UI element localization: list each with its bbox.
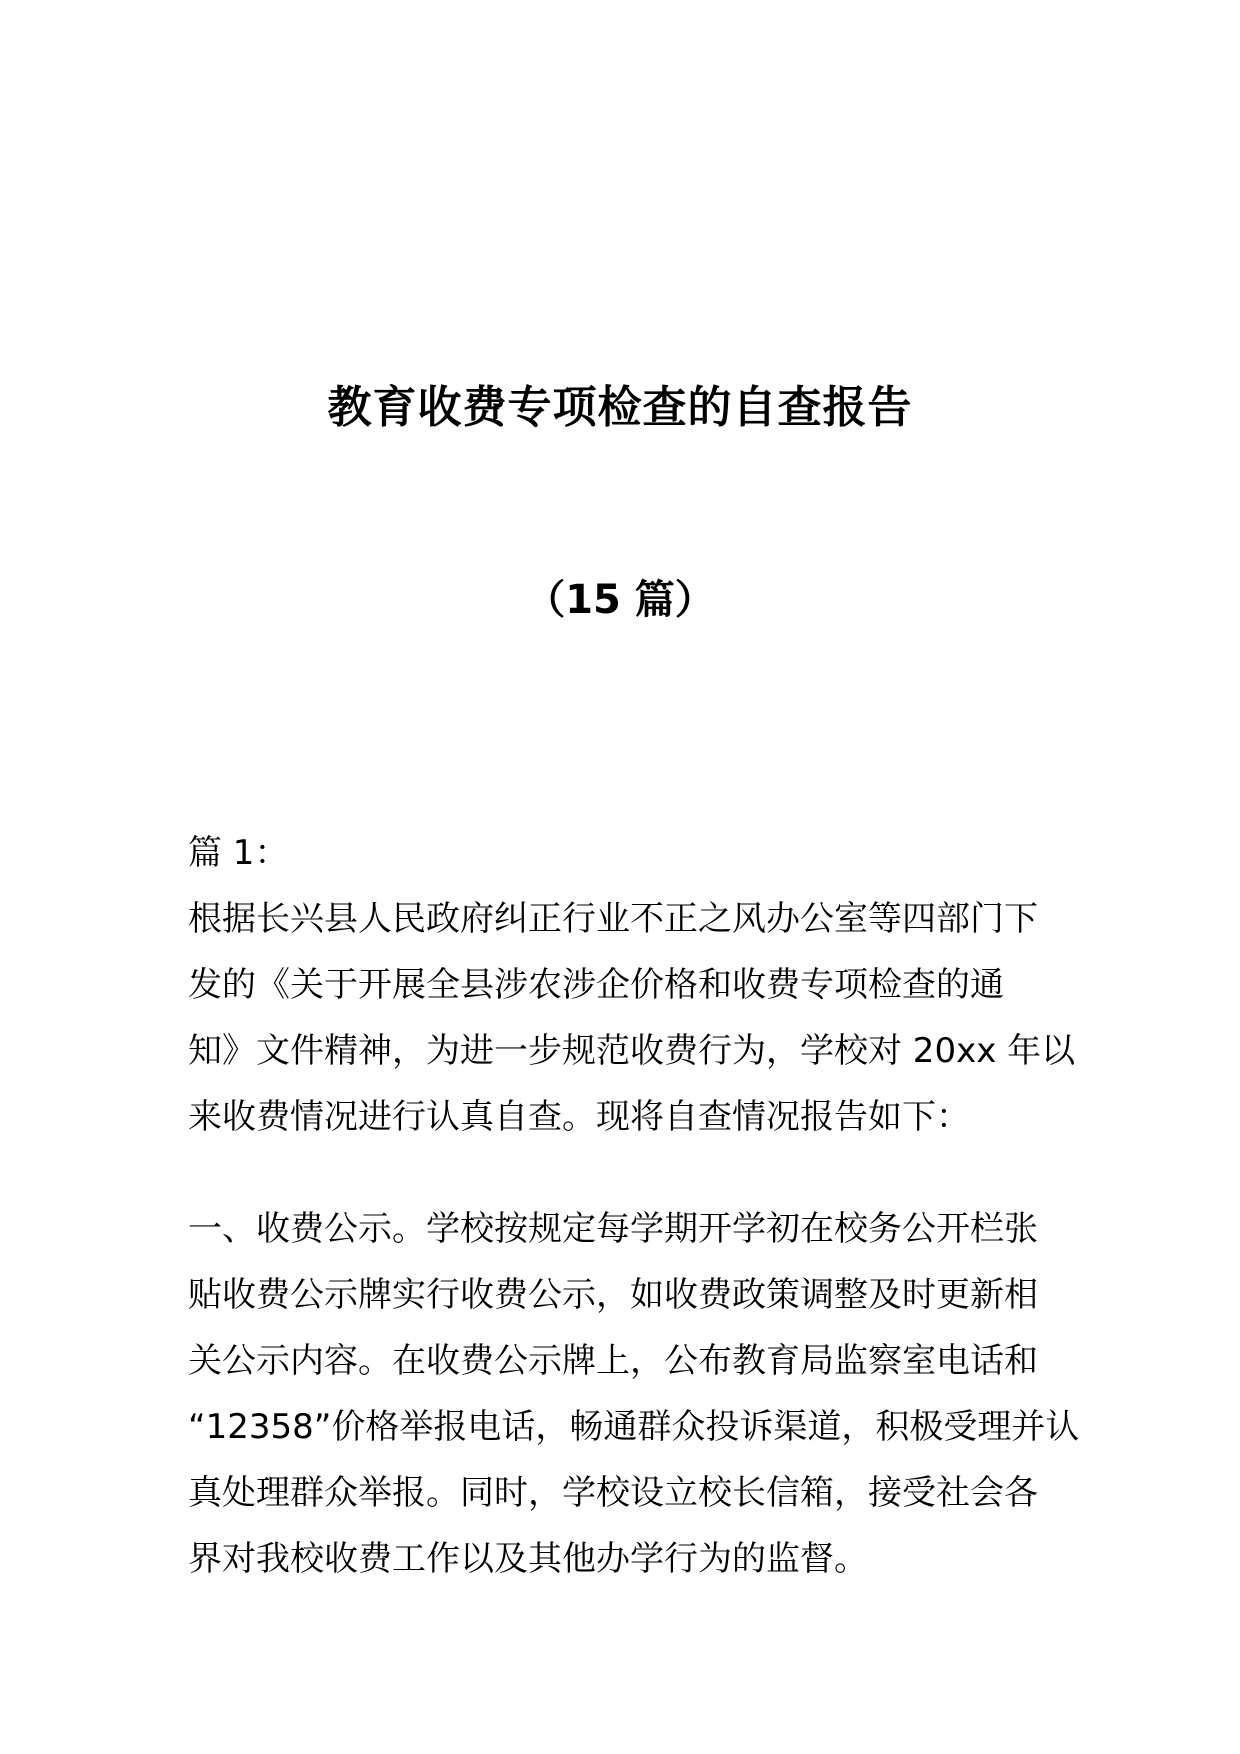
paragraph-line: 真处理群众举报。同时，学校设立校长信箱，接受社会各 — [188, 1473, 1038, 1513]
paragraph-fee-disclosure — [188, 1196, 1080, 1592]
paragraph-line: “12358”价格举报电话，畅通群众投诉渠道，积极受理并认 — [188, 1407, 1080, 1447]
paragraph-line: 一、收费公示。学校按规定每学期开学初在校务公开栏张 — [188, 1209, 1038, 1249]
section-label: 篇 1： — [188, 833, 289, 873]
paragraph-spacer — [188, 1150, 1068, 1196]
paragraph-line: 发的《关于开展全县涉农涉企价格和收费专项检查的通 — [188, 965, 1004, 1005]
paragraph-line: 来收费情况进行认真自查。现将自查情况报告如下： — [188, 1097, 970, 1137]
paragraph-line: 知》文件精神，为进一步规范收费行为，学校对 20xx 年以 — [188, 1031, 1076, 1071]
paragraph-line: 关公示内容。在收费公示牌上，公布教育局监察室电话和 — [188, 1341, 1038, 1381]
document-subtitle: （15 篇） — [525, 577, 715, 623]
paragraph-line: 贴收费公示牌实行收费公示，如收费政策调整及时更新相 — [188, 1275, 1038, 1315]
document-title: 教育收费专项检查的自查报告 — [327, 382, 913, 433]
paragraph-intro — [188, 886, 1076, 1150]
paragraph-line: 根据长兴县人民政府纠正行业不正之风办公室等四部门下 — [188, 899, 1038, 939]
document-body — [188, 820, 1080, 1592]
paragraph-line: 界对我校收费工作以及其他办学行为的监督。 — [188, 1539, 868, 1579]
